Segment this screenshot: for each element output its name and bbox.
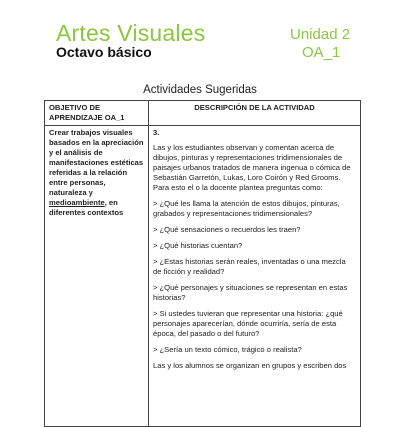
activity-number: 3. [153,128,160,137]
objective-code: OA_1 [302,44,341,61]
question-item: > ¿Qué sensaciones o recuerdos les traen? [153,225,301,234]
objective-text-end: , en diferentes contextos [49,198,124,217]
objective-column-header: OBJETIVO DE APRENDIZAJE OA_1 [45,101,149,126]
description-cell [149,126,361,427]
activity-paragraph: Las y los estudiantes observan y comentan acerca de dibujos, pinturas y representaciones tridimensionales de paisajes urbanos tratados de manera ingenua o cómica de Sebastián Garretón, Lukas, Loro Coirón y Red Grooms. Para esto el o la docente plantea preguntas como: [153,143,351,192]
question-item: > ¿Qué historias cuentan? [153,241,243,250]
objective-underlined-term: medioambiente [49,198,105,207]
question-item: > ¿Qué les llama la atención de estos dibujos, pinturas, grabados y representaciones tridimensionales? [153,199,340,218]
activity-paragraph: Las y los alumnos se organizan en grupos y escriben dos [153,361,347,370]
subject-title: Artes Visuales [56,20,206,46]
description-column-header: DESCRIPCIÓN DE LA ACTIVIDAD [149,101,361,126]
grade-subtitle: Octavo básico [56,44,152,60]
objective-text [49,128,144,218]
question-item: > ¿Sería un texto cómico, trágico o realista? [153,345,302,354]
table-header-row [45,101,361,126]
objective-text-start: Crear trabajos visuales basados en la apreciación y el análisis de manifestaciones estéticas referidas a la relación entre personas, naturaleza y [49,128,144,197]
objective-cell [45,126,149,427]
question-item: > Si ustedes tuvieran que representar una historia: ¿qué personajes aparecerían, dónde ocurriría, sería de esta época, del pasado o del futuro? [153,309,343,338]
section-title: Actividades Sugeridas [143,84,257,96]
question-item: > ¿Estas historias serán reales, inventadas o una mezcla de ficción y realidad? [153,257,346,276]
question-item: > ¿Qué personajes y situaciones se representan en estas historias? [153,283,348,302]
unit-label: Unidad 2 [290,26,351,43]
table-row [45,126,361,427]
activities-table [44,100,361,427]
